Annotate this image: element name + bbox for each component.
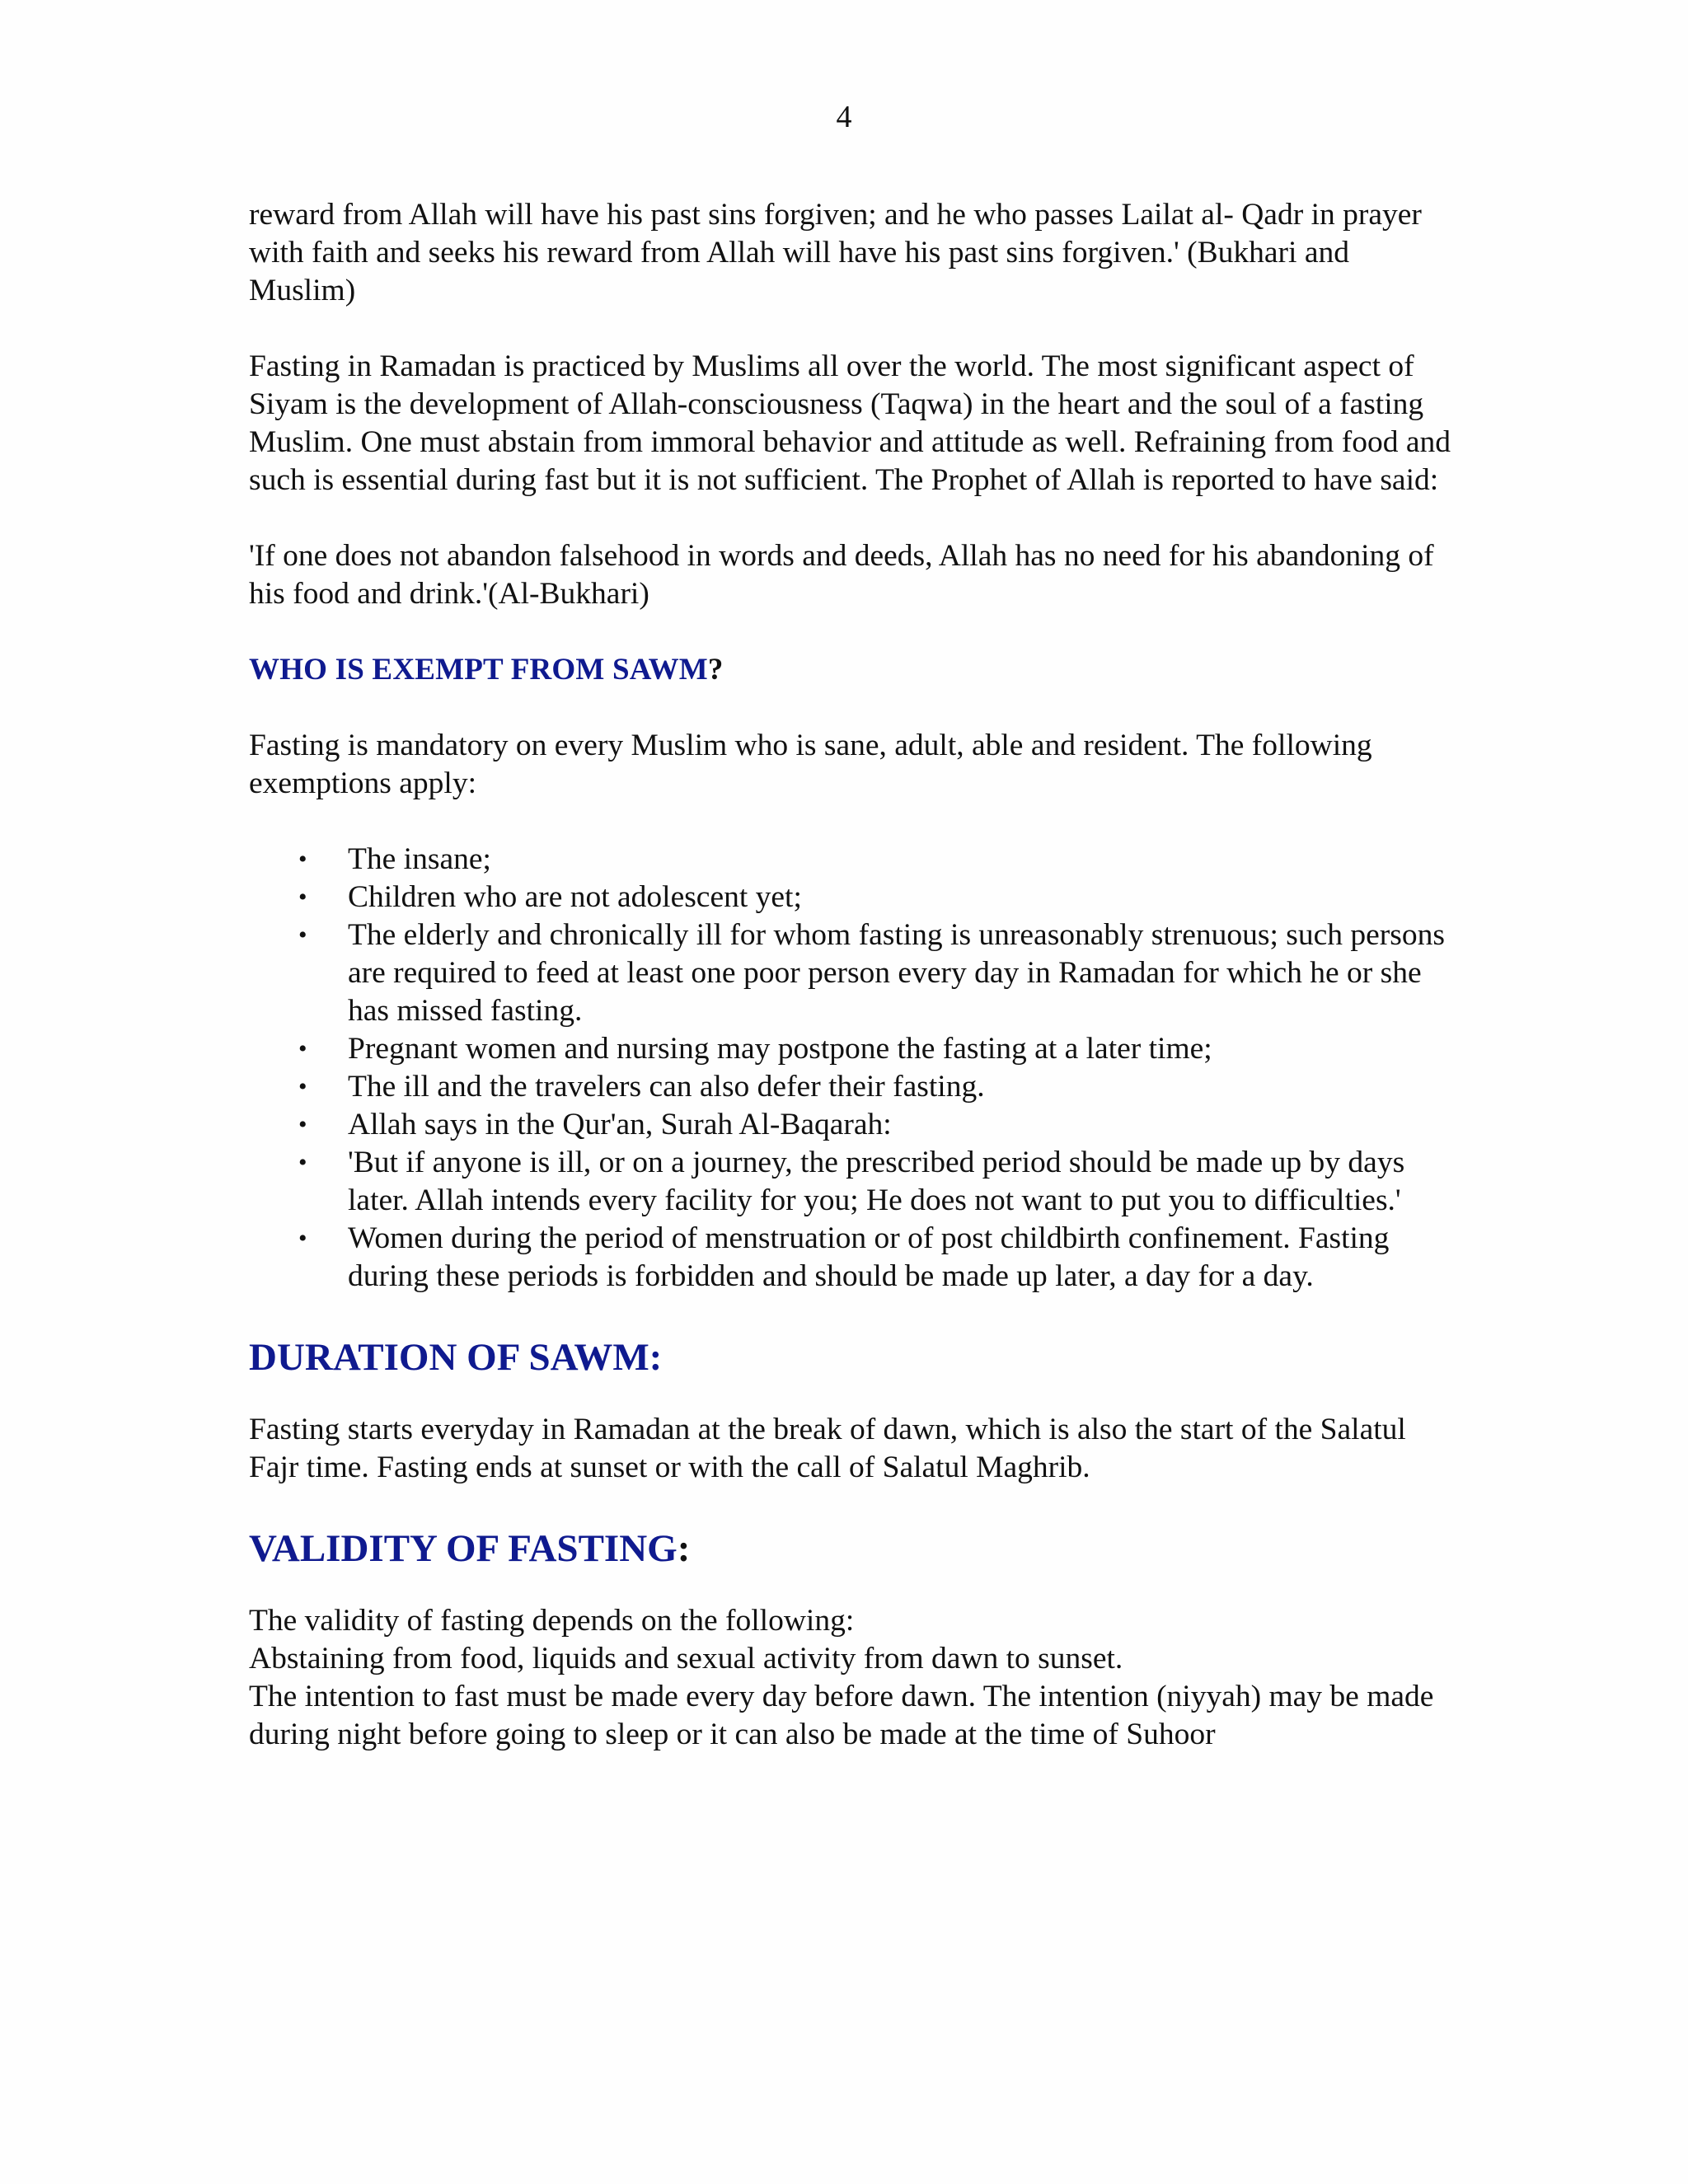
paragraph-validity-intention: The intention to fast must be made every day before dawn. The intention (niyyah) may be made during night before going to sleep or it can also be made at the time of Suhoor: [249, 1680, 1434, 1751]
bullet-icon: •: [298, 1035, 307, 1062]
list-item-text: Women during the period of menstruation or of post childbirth confinement. Fasting during these periods is forbidden and should be made up later, a day for a day.: [348, 1221, 1390, 1293]
bullet-icon: •: [298, 883, 307, 911]
heading-validity-mark: :: [677, 1527, 691, 1570]
page-number: 4: [836, 100, 852, 134]
list-item-text: 'But if anyone is ill, or on a journey, the prescribed period should be made up by days later. Allah intends every facility for you; He does not want to put you to difficulties.': [348, 1146, 1405, 1217]
paragraph-duration: Fasting starts everyday in Ramadan at the break of dawn, which is also the start of the Salatul Fajr time. Fasting ends at sunset or with the call of Salatul Maghrib.: [249, 1413, 1406, 1484]
heading-exempt: [249, 651, 1452, 689]
list-item-text: The insane;: [348, 842, 491, 876]
page-content: [249, 196, 1452, 1754]
paragraph-validity-intro: The validity of fasting depends on the following:: [249, 1604, 855, 1638]
paragraph-exempt-intro: Fasting is mandatory on every Muslim who is sane, adult, able and resident. The following exemptions apply:: [249, 729, 1372, 800]
bullet-icon: •: [298, 846, 307, 873]
list-item: [249, 1030, 1452, 1068]
list-item: [249, 1068, 1452, 1106]
list-item: [249, 841, 1452, 879]
list-item: [249, 916, 1452, 1030]
bullet-icon: •: [298, 1225, 307, 1252]
list-item-text: Pregnant women and nursing may postpone the fasting at a later time;: [348, 1032, 1212, 1066]
heading-exempt-mark: ?: [707, 653, 724, 687]
heading-duration: DURATION OF SAWM:: [249, 1336, 663, 1379]
heading-validity: [249, 1525, 1452, 1572]
list-item: [249, 1106, 1452, 1144]
bullet-icon: •: [298, 921, 307, 949]
bullet-icon: •: [298, 1111, 307, 1138]
paragraph-falsehood-hadith: 'If one does not abandon falsehood in words and deeds, Allah has no need for his abandoning of his food and drink.'(Al-Bukhari): [249, 539, 1434, 611]
paragraph-validity-abstain: Abstaining from food, liquids and sexual activity from dawn to sunset.: [249, 1642, 1123, 1675]
heading-validity-text: VALIDITY OF FASTING: [249, 1527, 678, 1570]
list-item: [249, 879, 1452, 916]
list-item-text: The ill and the travelers can also defer their fasting.: [348, 1070, 985, 1104]
exemptions-list: [249, 841, 1452, 1296]
list-item-text: Children who are not adolescent yet;: [348, 880, 802, 914]
list-item: [249, 1220, 1452, 1296]
heading-exempt-text: WHO IS EXEMPT FROM SAWM: [249, 653, 708, 687]
paragraph-hadith-continuation: reward from Allah will have his past sins forgiven; and he who passes Lailat al- Qadr in prayer with faith and seeks his reward from Allah will have his past sins forgiven.' (Bukhari and Muslim): [249, 198, 1422, 307]
bullet-icon: •: [298, 1149, 307, 1176]
list-item-text: The elderly and chronically ill for whom fasting is unreasonably strenuous; such persons are required to feed at least one poor person every day in Ramadan for which he or she has missed fasting.: [348, 918, 1445, 1028]
list-item-text: Allah says in the Qur'an, Surah Al-Baqarah:: [348, 1108, 892, 1141]
bullet-icon: •: [298, 1073, 307, 1100]
paragraph-fasting-significance: Fasting in Ramadan is practiced by Muslims all over the world. The most significant aspect of Siyam is the development of Allah-consciousness (Taqwa) in the heart and the soul of a fasting Muslim. One must abstain from immoral behavior and attitude as well. Refraining from food and such is essential during fast but it is not sufficient. The Prophet of Allah is reported to have said:: [249, 349, 1451, 497]
list-item: [249, 1144, 1452, 1220]
